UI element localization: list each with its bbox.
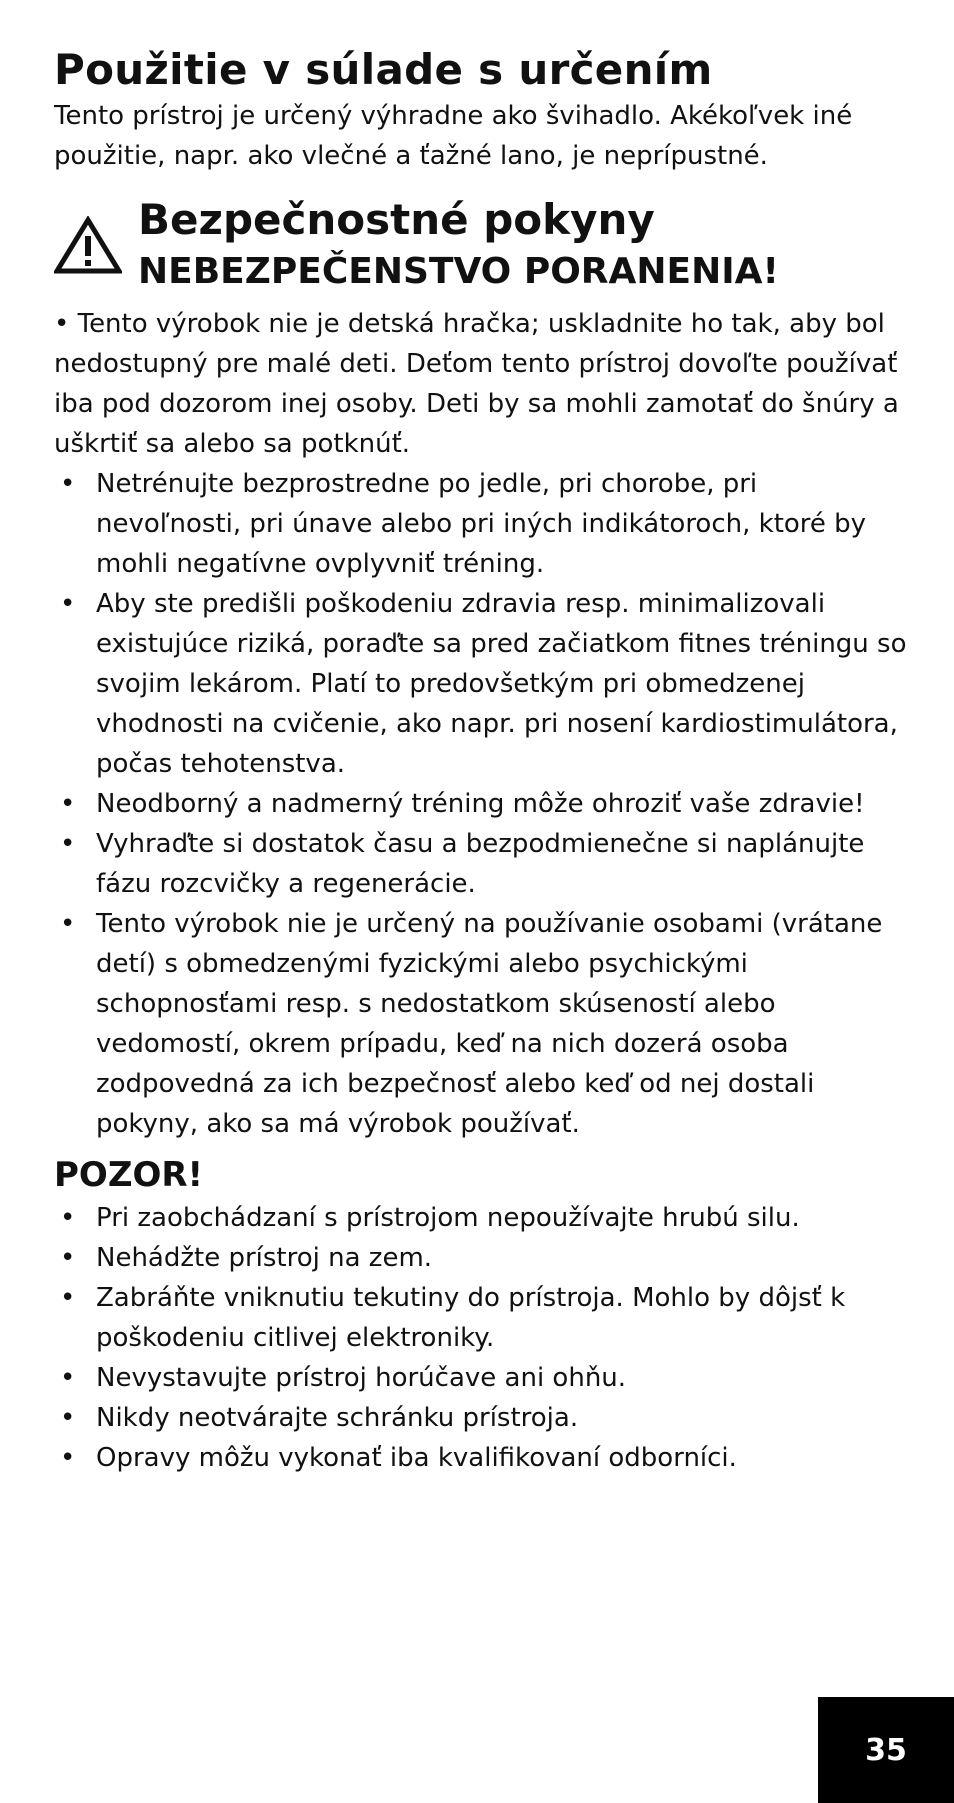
bullet-dot: •: [60, 1203, 76, 1233]
list-item: [54, 1398, 910, 1438]
page-number-box: [818, 1697, 954, 1803]
bullet-dot: •: [60, 789, 76, 819]
list-item: [54, 1198, 910, 1238]
section-title-intended-use: Použitie v súlade s určením: [54, 45, 713, 94]
danger-heading: NEBEZPEČENSTVO PORANENIA!: [138, 251, 779, 292]
bullet-dot: •: [60, 1403, 76, 1433]
list-item-text: Neodborný a nadmerný tréning môže ohroziť vaše zdravie!: [96, 789, 865, 819]
list-item-text: Pri zaobchádzaní s prístrojom nepoužívajte hrubú silu.: [96, 1203, 800, 1233]
list-item-text: Tento výrobok nie je určený na používanie osobami (vrátane detí) s obmedzenými fyzickými alebo psychickými schopnosťami resp. s nedostatkom skúseností alebo vedomostí, okrem prípadu, keď na nich dozerá osoba zodpovedná za ich bezpečnosť alebo keď od nej dostali pokyny, ako sa má výrobok používať.: [96, 909, 883, 1139]
list-item: [54, 1358, 910, 1398]
caution-bullet-list: [54, 1198, 910, 1478]
list-item: [54, 904, 910, 1144]
list-item: [54, 1438, 910, 1478]
list-item: [54, 584, 910, 784]
bullet-dot: •: [60, 469, 76, 499]
list-item-text: Vyhraďte si dostatok času a bezpodmienečne si naplánujte fázu rozcvičky a regenerácie.: [96, 829, 865, 899]
warning-triangle-icon: [54, 216, 122, 274]
list-item-text: Nevystavujte prístroj horúčave ani ohňu.: [96, 1363, 627, 1393]
list-item: [54, 464, 910, 584]
safety-titles: [138, 194, 779, 298]
bullet-dot: •: [60, 1283, 76, 1313]
list-item-text: Opravy môžu vykonať iba kvalifikovaní odborníci.: [96, 1443, 737, 1473]
bullet-dot: •: [60, 909, 76, 939]
safety-bullet-list: [54, 464, 910, 1144]
bullet-dot: •: [60, 1243, 76, 1273]
caution-heading: POZOR!: [54, 1155, 204, 1195]
list-item-text: Nehádžte prístroj na zem.: [96, 1243, 433, 1273]
list-item-text: Nikdy neotvárajte schránku prístroja.: [96, 1403, 579, 1433]
intended-use-text: Tento prístroj je určený výhradne ako švihadlo. Akékoľvek iné použitie, napr. ako vlečné a ťažné lano, je neprípustné.: [54, 101, 853, 171]
list-item-text: Netrénujte bezprostredne po jedle, pri chorobe, pri nevoľnosti, pri únave alebo pri iných indikátoroch, ktoré by mohli negatívne ovplyvniť tréning.: [96, 469, 867, 579]
list-item-text: Aby ste predišli poškodeniu zdravia resp. minimalizovali existujúce riziká, poraďte sa pred začiatkom fitnes tréningu so svojim lekárom. Platí to predovšetkým pri obmedzenej vhodnosti na cvičenie, ako napr. pri nosení kardiostimulátora, počas tehotenstva.: [96, 589, 907, 779]
list-item-text: Zabráňte vniknutiu tekutiny do prístroja. Mohlo by dôjsť k poškodeniu citlivej elektroniky.: [96, 1283, 846, 1353]
page-number: 35: [865, 1732, 907, 1768]
bullet-dot: •: [60, 829, 76, 859]
safety-header: [54, 194, 910, 298]
list-item: [54, 824, 910, 904]
bullet-dot: •: [60, 1363, 76, 1393]
safety-intro-bullet: • Tento výrobok nie je detská hračka; uskladnite ho tak, aby bol nedostupný pre malé deti. Deťom tento prístroj dovoľte používať iba pod dozorom inej osoby. Deti by sa mohli zamotať do šnúry a uškrtiť sa alebo sa potknúť.: [54, 309, 899, 459]
list-item: [54, 784, 910, 824]
page-content: [54, 44, 910, 1478]
list-item: [54, 1278, 910, 1358]
bullet-dot: •: [60, 589, 76, 619]
list-item: [54, 1238, 910, 1278]
bullet-dot: •: [60, 1443, 76, 1473]
safety-title: Bezpečnostné pokyny: [138, 195, 655, 244]
